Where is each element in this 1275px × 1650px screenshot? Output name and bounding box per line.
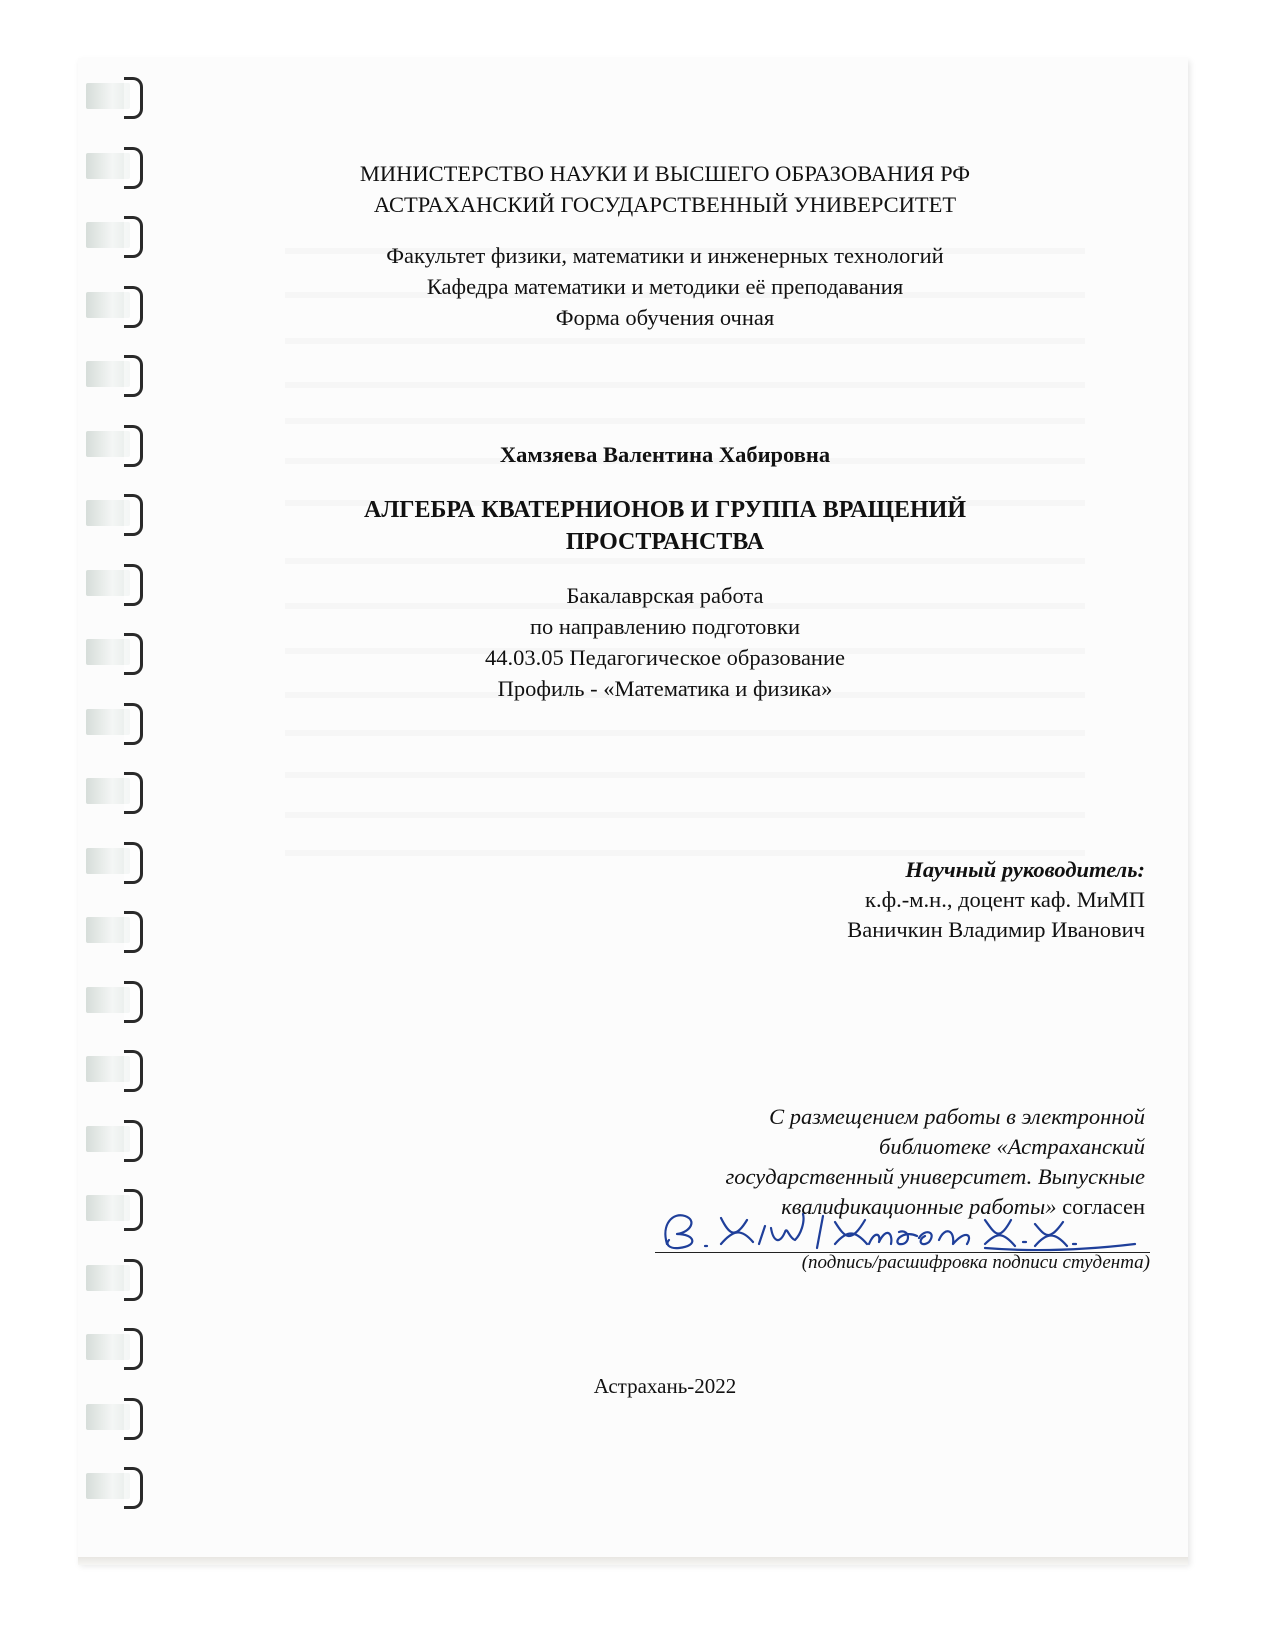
binding-ring	[80, 562, 170, 604]
show-through-line	[285, 812, 1085, 818]
binding-ring	[80, 1187, 170, 1229]
show-through-line	[285, 558, 1085, 564]
show-through-line	[285, 382, 1085, 388]
binding-ring	[80, 353, 170, 395]
binding-ring	[80, 770, 170, 812]
profile-line: Профиль - «Математика и физика»	[497, 676, 833, 701]
binding-ring	[80, 284, 170, 326]
binding-ring	[80, 492, 170, 534]
advisor-position: к.ф.-м.н., доцент каф. МиМП	[865, 887, 1145, 912]
signature-line	[655, 1210, 1150, 1253]
show-through-line	[285, 730, 1085, 736]
spiral-binding	[80, 75, 170, 1555]
header-block	[200, 158, 1130, 220]
binding-ring	[80, 1396, 170, 1438]
binding-ring	[80, 423, 170, 465]
title-line-1: АЛГЕБРА КВАТЕРНИОНОВ И ГРУППА ВРАЩЕНИЙ	[363, 497, 966, 523]
consent-line-1: С размещением работы в электронной	[769, 1104, 1145, 1129]
direction-code: 44.03.05 Педагогическое образование	[484, 645, 846, 670]
signature-caption: (подпись/расшифровка подписи студента)	[801, 1252, 1150, 1273]
binding-ring	[80, 1465, 170, 1507]
consent-line-4-plain: согласен	[1056, 1194, 1145, 1219]
show-through-line	[285, 772, 1085, 778]
binding-ring	[80, 1048, 170, 1090]
binding-ring	[80, 701, 170, 743]
footer-city-year: Астрахань-2022	[593, 1374, 737, 1398]
handwritten-signature	[655, 1204, 1150, 1256]
show-through-line	[285, 418, 1085, 424]
author-name: Хамзяева Валентина Хабировна	[499, 442, 831, 467]
work-type: Бакалаврская работа	[566, 583, 764, 608]
thesis-title	[200, 494, 1130, 558]
binding-ring	[80, 1326, 170, 1368]
binding-ring	[80, 145, 170, 187]
consent-line-3: государственный университет. Выпускные	[725, 1164, 1145, 1189]
consent-line-2: библиотеке «Астраханский	[879, 1134, 1145, 1159]
work-info-block	[200, 580, 1130, 704]
direction-label: по направлению подготовки	[529, 614, 801, 639]
university-line: АСТРАХАНСКИЙ ГОСУДАРСТВЕННЫЙ УНИВЕРСИТЕТ	[373, 192, 957, 217]
faculty-block	[200, 240, 1130, 333]
binding-ring	[80, 214, 170, 256]
binding-ring	[80, 631, 170, 673]
binding-ring	[80, 909, 170, 951]
ministry-line: МИНИСТЕРСТВО НАУКИ И ВЫСШЕГО ОБРАЗОВАНИЯ РФ	[359, 161, 971, 186]
department-line: Кафедра математики и методики её преподавания	[426, 274, 904, 299]
advisor-name: Ваничкин Владимир Иванович	[847, 917, 1145, 942]
binding-ring	[80, 1257, 170, 1299]
binding-ring	[80, 75, 170, 117]
binding-ring	[80, 1118, 170, 1160]
study-form-line: Форма обучения очная	[555, 305, 775, 330]
paper-edge	[78, 1557, 1188, 1565]
advisor-block	[847, 855, 1145, 945]
faculty-line: Факультет физики, математики и инженерных технологий	[386, 243, 944, 268]
advisor-label: Научный руководитель:	[905, 857, 1145, 882]
consent-line-4-italic: квалификационные работы»	[781, 1194, 1057, 1219]
show-through-line	[285, 338, 1085, 344]
title-line-2: ПРОСТРАНСТВА	[565, 529, 765, 555]
binding-ring	[80, 840, 170, 882]
binding-ring	[80, 979, 170, 1021]
